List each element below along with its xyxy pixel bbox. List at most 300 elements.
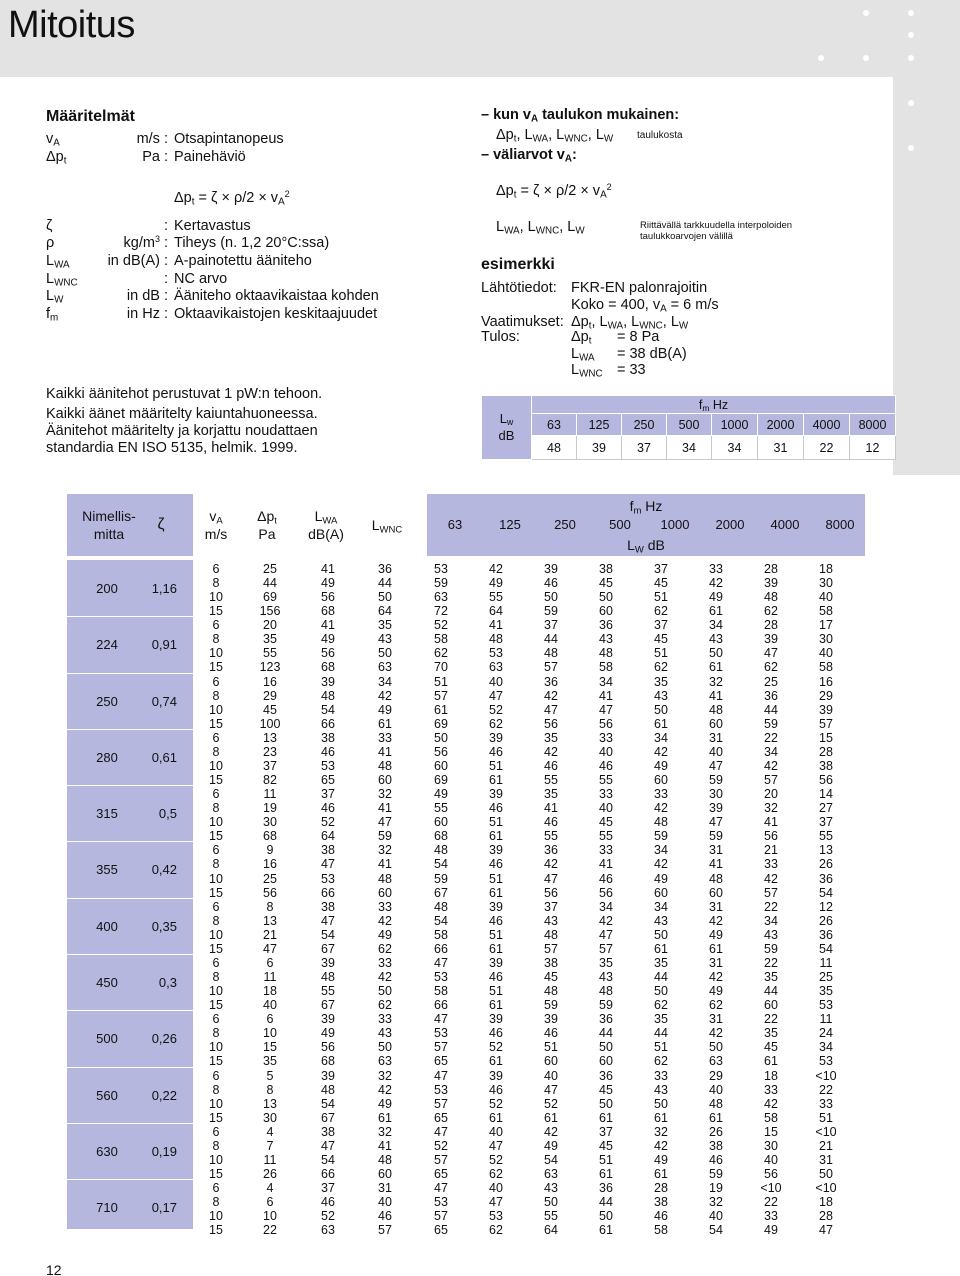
table-cell: 23 [263,744,277,759]
proc-line-2: $\Delta p_t$, $L_{WA}$, $L_{WNC}$, $L_W$ [496,127,614,145]
table-cell: 15 [209,773,223,788]
table-cell: 49 [764,1223,778,1238]
def-lw-symbol: $L_W$ [46,288,64,306]
def-lwnc-desc: NC arvo [174,271,228,287]
table-cell: 59 [599,998,613,1013]
table-cell: 48 [599,984,613,999]
table-cell: 67 [434,885,448,900]
table-cell: 54 [819,941,833,956]
table-cell: 51 [544,1040,558,1055]
table-cell: 35 [654,1012,668,1027]
table-cell: 32 [378,787,392,802]
table-cell: 28 [654,1181,668,1196]
size-value: 200 [96,581,118,596]
table-cell: 54 [819,885,833,900]
table-cell: 66 [434,941,448,956]
table-cell: 67 [321,941,335,956]
table-cell: 27 [819,801,833,816]
table-cell: 62 [764,604,778,619]
table-cell: 50 [654,702,668,717]
table-cell: 61 [709,1110,723,1125]
table-cell: 59 [764,941,778,956]
freq-header: 2000 [715,517,745,532]
table-cell: 41 [321,562,335,576]
table-cell: 33 [378,955,392,970]
table-cell: 31 [378,1181,392,1196]
table-cell: 41 [378,857,392,872]
table-cell: 10 [263,1026,277,1041]
table-cell: 42 [378,688,392,703]
table-cell: 25 [819,970,833,985]
example-req-label: Vaatimukset: [481,314,564,330]
table-cell: 35 [599,955,613,970]
table-cell: 42 [764,1096,778,1111]
table-cell: 61 [599,1223,613,1238]
freq-header: 250 [622,414,667,436]
table-cell: 31 [709,899,723,914]
freq-header: 4000 [804,414,850,436]
table-cell: 62 [489,1223,503,1238]
table-cell: 58 [819,604,833,619]
table-cell: 15 [209,941,223,956]
example-given-label: Lähtötiedot: [481,280,557,296]
table-cell: 61 [489,829,503,844]
table-cell: 54 [544,1152,558,1167]
table-cell: 30 [263,1110,277,1125]
table-cell: 65 [434,1223,448,1238]
table-cell: 32 [378,1068,392,1083]
table-cell: 53 [434,1195,448,1210]
table-cell: 37 [819,815,833,830]
table-cell: 42 [599,913,613,928]
table-cell: 49 [654,871,668,886]
table-cell: 66 [321,1167,335,1181]
table-cell: 15 [209,829,223,844]
table-cell: 60 [599,604,613,619]
decor-dot [908,100,914,106]
table-cell: 41 [321,618,335,633]
table-cell: 15 [209,716,223,731]
table-cell: 26 [819,857,833,872]
table-cell: 42 [654,857,668,872]
table-cell: 43 [654,688,668,703]
table-cell: 29 [709,1068,723,1083]
table-cell: 46 [489,744,503,759]
table-cell: 60 [599,1054,613,1069]
table-cell: 48 [654,815,668,830]
table-cell: 38 [321,730,335,745]
example-heading: esimerkki [481,256,555,273]
table-cell: 51 [489,927,503,942]
proc-table-note: taulukosta [637,130,683,141]
table-cell: 10 [209,1209,223,1224]
table-cell: 32 [378,1124,392,1139]
table-cell: 60 [434,758,448,773]
table-cell: 18 [819,1195,833,1210]
table-cell: 38 [709,1138,723,1153]
table-cell: 45 [599,1082,613,1097]
table-cell: 45 [544,970,558,985]
def-dpt-desc: Painehäviö [174,149,246,165]
size-group [67,1180,193,1236]
table-cell: 46 [544,1026,558,1041]
table-cell: 46 [378,1209,392,1224]
table-cell: 50 [709,646,723,661]
table-cell: 60 [654,885,668,900]
table-cell: 60 [709,885,723,900]
table-cell: 37 [599,1124,613,1139]
table-cell: 156 [259,604,281,619]
table-cell: 39 [321,1012,335,1027]
proc-line-5: $L_{WA}$, $L_{WNC}$, $L_W$ [496,219,585,237]
freq-header: 4000 [770,517,800,532]
table-cell: 6 [212,955,220,970]
table-cell: 62 [654,604,668,619]
table-cell: 57 [819,716,833,731]
example-req: $\Delta p_t$, $L_{WA}$, $L_{WNC}$, $L_W$ [571,314,689,332]
table-cell: 37 [654,562,668,576]
table-cell: 48 [709,702,723,717]
table-cell: 56 [544,885,558,900]
table-cell: 50 [599,590,613,605]
table-cell: 56 [599,716,613,731]
table-cell: 57 [434,1096,448,1111]
table-cell: 53 [321,871,335,886]
table-cell: 47 [321,1138,335,1153]
table-cell: 33 [764,1209,778,1224]
table-cell: 45 [599,1138,613,1153]
zeta-value: 0,61 [151,749,177,765]
size-group [67,899,193,955]
table-cell: 42 [378,913,392,928]
table-cell: 53 [819,998,833,1013]
def-fm-symbol: $f_m$ [46,306,59,324]
note-line: Kaikki äänet määritelty kaiuntahuoneessa. [46,406,318,422]
table-cell: 61 [378,716,392,731]
def-zeta-desc: Kertavastus [174,218,251,234]
table-cell: 29 [819,688,833,703]
table-cell: 6 [212,618,220,633]
table-cell: 40 [709,1209,723,1224]
table-cell: 56 [599,885,613,900]
header-lwnc: $L_{WNC}$ [371,516,403,536]
def-zeta-symbol: ζ [46,218,53,234]
table-cell: 36 [599,1068,613,1083]
size-group [67,561,193,617]
table-cell: 43 [709,632,723,647]
table-cell: 22 [764,1012,778,1027]
table-cell: 42 [544,857,558,872]
table-cell: 42 [378,1082,392,1097]
table-cell: 54 [709,1223,723,1238]
freq-header: 1000 [712,414,758,436]
table-cell: 65 [434,1167,448,1181]
table-cell: 11 [819,1012,833,1027]
table-cell: 36 [599,618,613,633]
table-cell: 35 [544,787,558,802]
table-cell: 38 [654,1195,668,1210]
table-cell: 59 [709,829,723,844]
table-cell: 45 [654,632,668,647]
def-lwnc-symbol: $L_{WNC}$ [46,271,78,289]
table-cell: <10 [815,1124,837,1139]
zeta-value: 0,26 [151,1031,177,1047]
table-cell: 69 [263,590,277,605]
table-cell: 35 [764,1026,778,1041]
size-value: 250 [96,693,118,709]
table-cell: 59 [434,576,448,591]
table-cell: 39 [544,562,558,576]
table-cell: 62 [654,660,668,675]
example-lw-header: $L_w$ dB [482,396,532,460]
table-cell: 39 [764,576,778,591]
table-cell: 5 [266,1068,274,1083]
def-va-unit: m/s : [136,131,168,147]
table-cell: 41 [544,801,558,816]
table-cell: 57 [764,773,778,788]
def-lwa-symbol: $L_{WA}$ [46,253,70,271]
table-cell: 47 [489,1195,503,1210]
table-cell: 42 [709,1026,723,1041]
table-cell: 32 [654,1124,668,1139]
size-value: 500 [96,1031,118,1047]
table-cell: 8 [212,744,220,759]
table-cell: 49 [709,927,723,942]
table-cell: 6 [212,562,220,576]
table-cell: 58 [654,1223,668,1238]
table-cell: 46 [654,1209,668,1224]
table-cell: 53 [489,1209,503,1224]
table-cell: 22 [263,1223,277,1238]
table-cell: 10 [209,590,223,605]
table-cell: 6 [266,1012,274,1027]
table-cell: 34 [654,730,668,745]
table-cell: 47 [544,702,558,717]
table-cell: 46 [489,1082,503,1097]
table-cell: 48 [321,970,335,985]
table-cell: 62 [654,1054,668,1069]
table-cell: 58 [434,632,448,647]
table-cell: 53 [434,970,448,985]
table-cell: 46 [544,576,558,591]
zeta-value: 0,42 [151,862,177,878]
table-cell: 15 [209,885,223,900]
table-cell: 50 [654,1096,668,1111]
example-res-3: $L_{WNC}$ [571,362,603,380]
table-cell: 15 [209,998,223,1013]
table-cell: 42 [654,1138,668,1153]
table-cell: 53 [321,758,335,773]
table-cell: 65 [321,773,335,788]
table-cell: 48 [378,871,392,886]
table-cell: 11 [263,787,277,802]
table-cell: 47 [434,1181,448,1196]
example-given-1: FKR-EN palonrajoitin [571,280,708,296]
table-cell: 46 [544,815,558,830]
table-cell: 38 [321,1124,335,1139]
table-cell: 52 [489,702,503,717]
table-cell: 37 [321,787,335,802]
zeta-value: 0,22 [151,1087,177,1103]
table-cell: 6 [212,899,220,914]
table-cell: 47 [434,955,448,970]
table-cell: 62 [654,998,668,1013]
freq-header: 1000 [660,517,690,532]
table-cell: 30 [764,1138,778,1153]
table-cell: 15 [209,604,223,619]
table-cell: 50 [819,1167,833,1181]
table-cell: 22 [764,1195,778,1210]
table-cell: 33 [819,1096,833,1111]
table-cell: 8 [212,688,220,703]
table-cell: 28 [764,562,778,576]
table-cell: 34 [599,674,613,689]
table-cell: 59 [764,716,778,731]
table-cell: 39 [489,955,503,970]
table-cell: 57 [544,941,558,956]
table-cell: 40 [709,1082,723,1097]
table-cell: 54 [321,1152,335,1167]
table-cell: 24 [819,1026,833,1041]
header-dpt: $\Delta p_t$ Pa [257,507,277,542]
table-cell: 50 [599,1209,613,1224]
table-cell: 40 [544,1068,558,1083]
table-cell: 50 [378,646,392,661]
decor-dot [908,55,914,61]
table-cell: 69 [434,716,448,731]
table-cell: 28 [819,1209,833,1224]
table-cell: 30 [263,815,277,830]
size-value: 315 [96,806,118,822]
table-cell: 16 [819,674,833,689]
table-cell: 66 [321,885,335,900]
table-cell: 48 [434,899,448,914]
def-rho-unit: $kg/m^3$ : [123,234,168,251]
table-cell: 6 [212,1068,220,1083]
table-cell: 13 [263,1096,277,1111]
table-cell: 51 [599,1152,613,1167]
table-cell: 33 [378,899,392,914]
example-fm-header: $f_m$ Hz [532,396,896,414]
header-fm: $f_m$ Hz [629,498,663,517]
table-cell: 39 [489,843,503,858]
zeta-value: 0,3 [158,974,177,990]
table-cell: 44 [764,984,778,999]
table-cell: 47 [709,758,723,773]
example-value: 39 [577,436,622,460]
table-cell: 62 [378,998,392,1013]
table-cell: 41 [489,618,503,633]
table-cell: 9 [266,843,274,858]
table-cell: 63 [321,1223,335,1238]
decor-dot [863,55,869,61]
table-cell: 53 [434,1082,448,1097]
example-res-1: $\Delta p_t$ [571,329,592,347]
table-cell: 61 [654,1167,668,1181]
table-cell: 31 [709,1012,723,1027]
table-cell: 32 [709,674,723,689]
table-cell: 49 [378,702,392,717]
table-cell: 41 [599,857,613,872]
page-title: Mitoitus [8,4,135,46]
table-cell: 43 [544,913,558,928]
table-cell: 67 [321,1110,335,1125]
table-cell: 40 [764,1152,778,1167]
table-cell: 22 [764,730,778,745]
table-cell: 57 [434,688,448,703]
table-cell: 63 [489,660,503,675]
table-cell: 49 [321,1026,335,1041]
example-res-2: $L_{WA}$ [571,346,595,364]
table-cell: 59 [378,829,392,844]
table-cell: 53 [434,1026,448,1041]
table-cell: 51 [434,674,448,689]
table-cell: 68 [321,604,335,619]
zeta-value: 0,19 [151,1143,177,1159]
table-cell: 42 [709,970,723,985]
table-cell: 56 [263,885,277,900]
table-cell: 10 [209,758,223,773]
table-cell: 46 [489,913,503,928]
table-cell: 46 [489,970,503,985]
table-cell: 10 [209,702,223,717]
table-cell: 66 [434,998,448,1013]
table-cell: 39 [544,1012,558,1027]
table-cell: 63 [434,590,448,605]
table-cell: 8 [212,632,220,647]
table-cell: 40 [819,590,833,605]
table-cell: <10 [815,1181,837,1196]
table-cell: 6 [212,1012,220,1027]
table-cell: 51 [489,871,503,886]
example-value: 31 [758,436,804,460]
table-cell: 50 [544,590,558,605]
table-cell: 16 [263,857,277,872]
table-cell: 38 [321,899,335,914]
table-cell: 39 [321,1068,335,1083]
table-cell: 46 [489,1026,503,1041]
table-cell: 55 [544,1209,558,1224]
table-cell: 52 [434,618,448,633]
table-cell: 60 [378,885,392,900]
table-cell: 43 [654,1082,668,1097]
table-cell: 36 [819,871,833,886]
table-cell: 62 [764,660,778,675]
table-cell: 66 [321,716,335,731]
table-cell: 46 [599,871,613,886]
example-value: 48 [532,436,577,460]
table-cell: 36 [764,688,778,703]
table-cell: 43 [599,632,613,647]
table-cell: 34 [654,843,668,858]
table-cell: 10 [209,927,223,942]
table-cell: 50 [434,730,448,745]
table-cell: 43 [654,913,668,928]
freq-header: 63 [447,517,463,532]
table-cell: 10 [209,646,223,661]
table-cell: 22 [764,899,778,914]
size-value: 450 [96,974,118,990]
table-cell: 17 [819,618,833,633]
table-cell: 10 [209,984,223,999]
proc-line-3: – väliarvot $v_A$: [481,147,577,165]
table-cell: 55 [434,801,448,816]
table-cell: 49 [709,984,723,999]
table-cell: 47 [764,646,778,661]
def-lw-unit: in dB : [126,288,168,304]
table-cell: 37 [654,618,668,633]
table-cell: 21 [819,1138,833,1153]
